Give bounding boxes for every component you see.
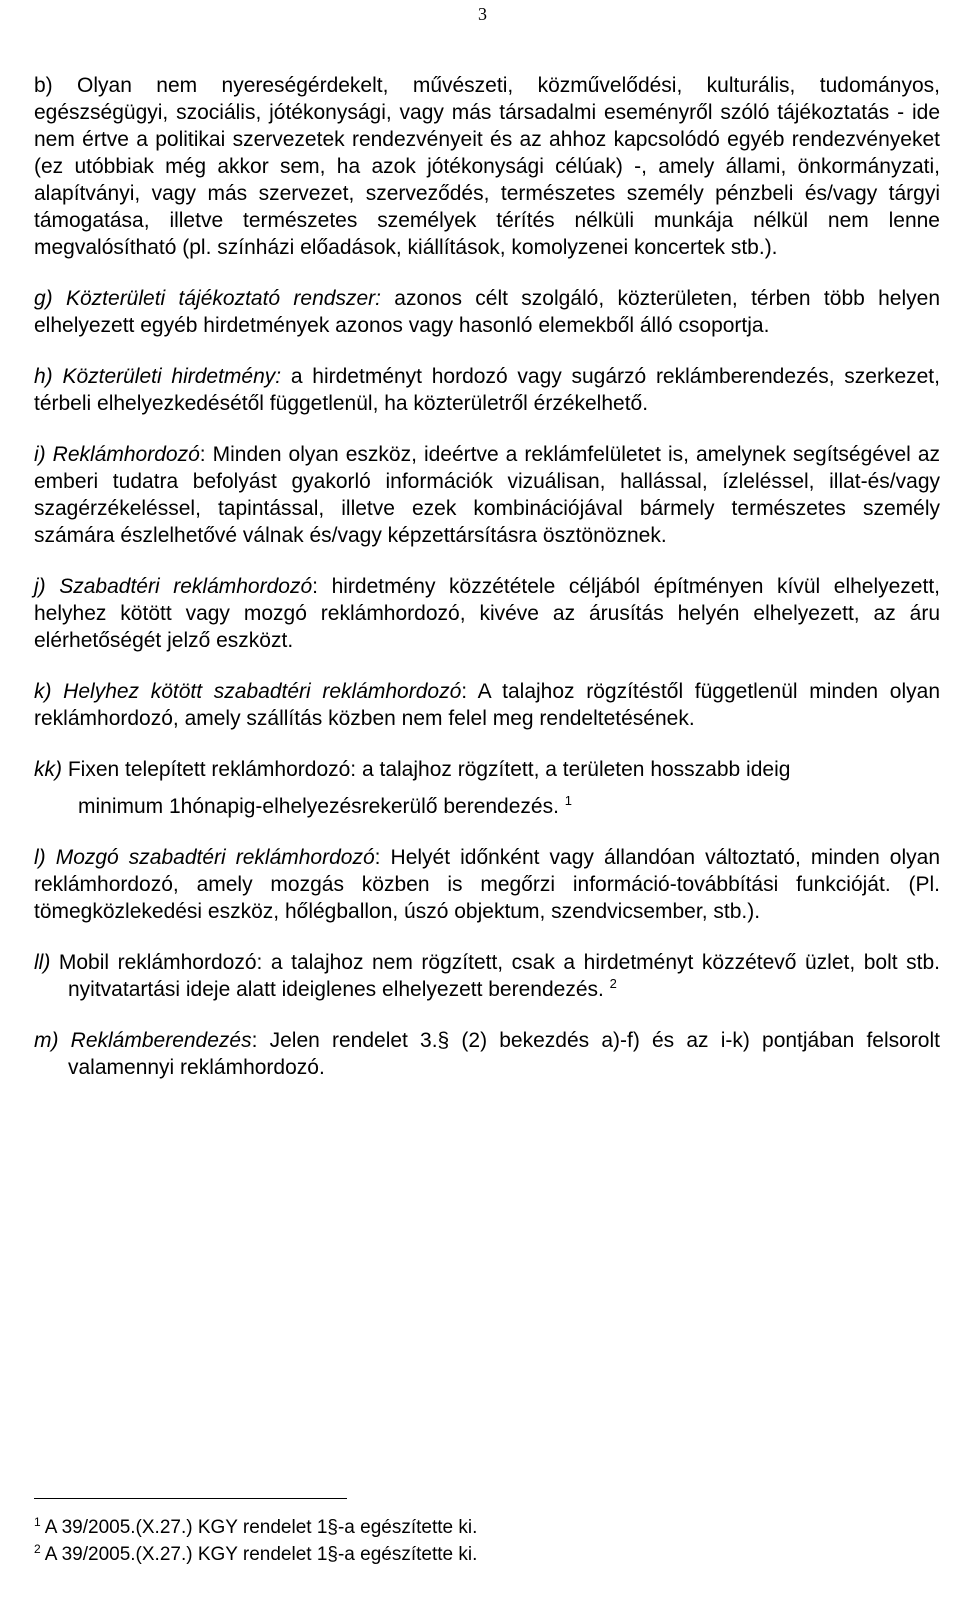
term-i: i) Reklámhordozó [34,443,200,466]
term-k: k) Helyhez kötött szabadtéri reklámhordozó [34,680,462,703]
definition-g: azonos célt szolgáló, közterületen, térben több helyen elhelyezett egyéb hirdetmények azonos vagy hasonló elemekből álló csoportja. [34,287,940,337]
footnote-2-number: 2 [34,1541,41,1556]
term-h: Közterületi hirdetmény: [62,365,282,388]
footnote-ref-2: 2 [609,976,617,991]
definition-h: a hirdetményt hordozó vagy sugárzó reklámberendezés, szerkezet, térbeli elhelyezkedésétől függetlenül, ha közterületről érzékelhető. [34,365,940,415]
footnote-1-text: A 39/2005.(X.27.) KGY rendelet 1§-a egészítette ki. [44,1517,478,1538]
paragraph-b: b) Olyan nem nyereségérdekelt, művészeti, közművelődési, kulturális, tudományos, egészségügyi, szociális, jótékonysági, vagy más társadalmi eseményről szóló tájékoztatás - ide nem értve a politikai szervezetek rendezvényeit és az ahhoz kapcsolódó egyéb rendezvényeket (ez utóbbiak még akkor sem, ha azok jótékonysági célúak) -, amely állami, önkormányzati, alapítványi, vagy más szervezet, szerveződés, természetes személy pénzbeli és/vagy tárgyi támogatása, illetve természetes személyek térítés nélküli munkája nélkül nem lenne megvalósítható (pl. színházi előadások, kiállítások, komolyzenei koncertek stb.). [34,74,940,259]
term-h-letter: h) [34,365,53,388]
definition-l: : Helyét időnként vagy állandóan változtató, minden olyan reklámhordozó, amely mozgás közben is megőrzi információ-továbbítási funkcióját. (Pl. tömegközlekedési eszköz, hőlégballon, úszó objektum, szendvicsember, stb.). [34,846,940,923]
footnote-separator [34,1498,347,1499]
term-g: g) Közterületi tájékoztató rendszer: [34,287,381,310]
page-number: 3 [478,4,487,24]
definition-ll: Mobil reklámhordozó: a talajhoz nem rögzített, csak a hirdetményt közzétevő üzlet, bolt stb. nyitvatartási ideje alatt ideiglenes elhelyezett berendezés. [50,951,940,1001]
term-m: m) Reklámberendezés [34,1029,252,1052]
definition-k: : A talajhoz rögzítéstől függetlenül minden olyan reklámhordozó, amely szállítás közben nem felel meg rendeltetésének. [34,680,940,730]
definition-kk-cont: minimum 1hónapig-elhelyezésrekerülő berendezés. [78,795,559,818]
term-kk: kk) [34,758,62,781]
footnote-2 [34,1541,477,1568]
footnote-area [34,0,940,1599]
footnotes [34,1514,477,1568]
definition-j: : hirdetmény közzététele céljából építményen kívül elhelyezett, helyhez kötött vagy mozgó reklámhordozó, kivéve az árusítás helyén elhelyezett, az áru elérhetőségét jelző eszközt. [34,575,940,652]
definition-m: : Jelen rendelet 3.§ (2) bekezdés a)-f) és az i-k) pontjában felsorolt valamennyi reklámhordozó. [68,1029,940,1079]
footnote-1-number: 1 [34,1514,41,1529]
term-ll: ll) [34,951,51,974]
term-l: l) Mozgó szabadtéri reklámhordozó [34,846,375,869]
definition-i: : Minden olyan eszköz, ideértve a reklámfelületet is, amelynek segítségével az emberi tudatra befolyást gyakorló információk vizuálisan, hallással, ízleléssel, illat-és/vagy szagérzékeléssel, tapintással, illetve ezek kombinációjával bármely természetes személy számára észlelhetővé válnak és/vagy képzettársításra ösztönöznek. [34,443,940,547]
footnote-2-text: A 39/2005.(X.27.) KGY rendelet 1§-a egészítette ki. [44,1544,478,1565]
term-j: j) Szabadtéri reklámhordozó [34,575,313,598]
footnote-ref-1: 1 [564,793,573,808]
definition-kk: Fixen telepített reklámhordozó: a talajhoz rögzített, a területen hosszabb ideig [62,758,791,781]
footnote-1 [34,1514,477,1541]
